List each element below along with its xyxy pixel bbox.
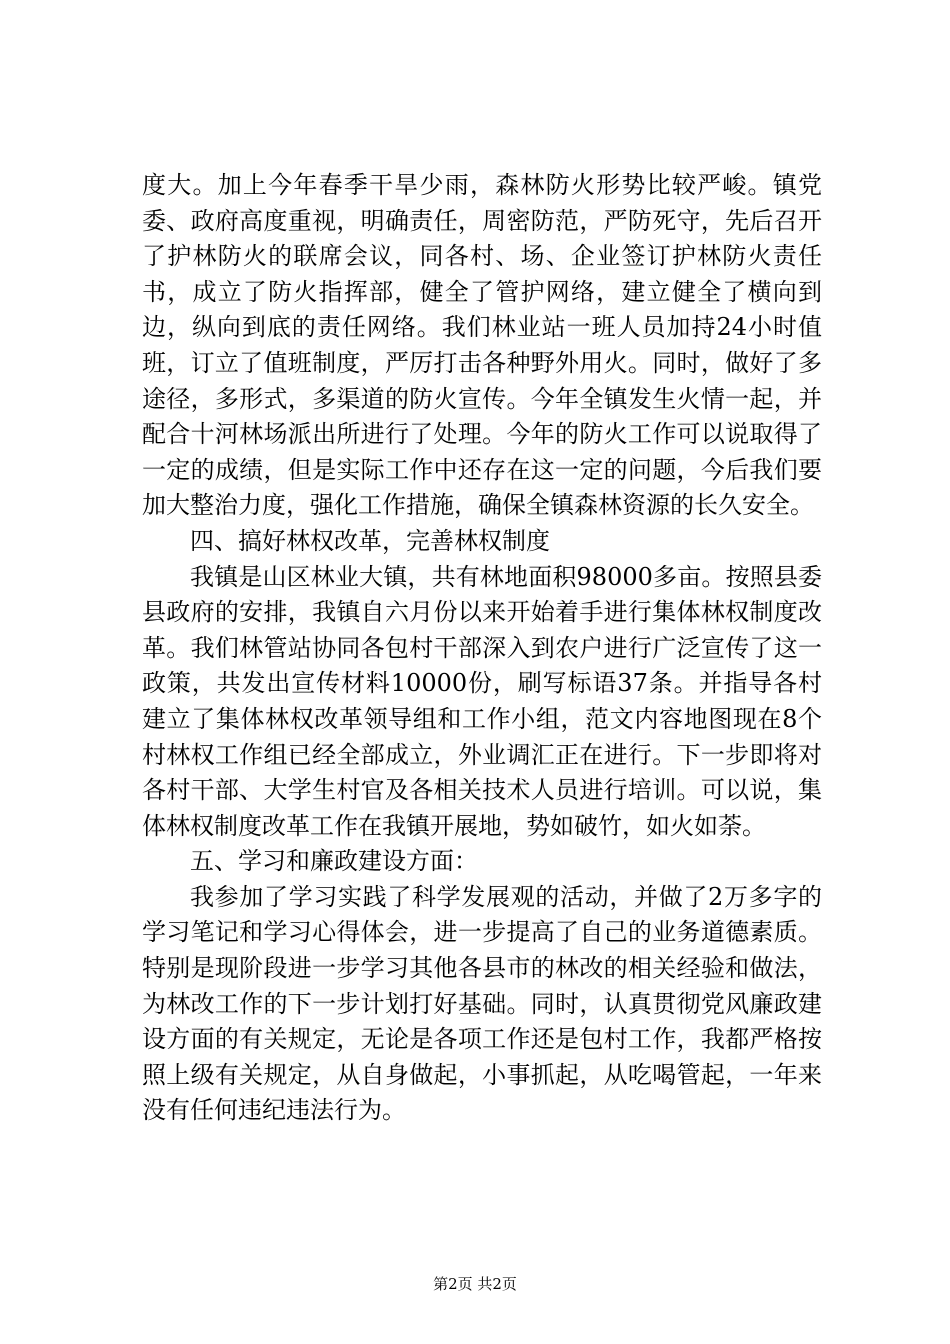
paragraph-forest-rights-reform: 我镇是山区林业大镇，共有林地面积98000多亩。按照县委县政府的安排，我镇自六月份以来开始着手进行集体林权制度改革。我们林管站协同各包村干部深入到农户进行广泛宣传了这一政策，共发出宣传材料10000份，刷写标语37条。并指导各村建立了集体林权改革领导组和工作小组，范文内容地图现在8个村林权工作组已经全部成立，外业调汇正在进行。下一步即将对各村干部、大学生村官及各相关技术人员进行培训。可以说，集体林权制度改革工作在我镇开展地，势如破竹，如火如荼。 [142, 562, 822, 840]
page-footer: 第2页 共2页 [433, 1275, 517, 1293]
section-heading-forest-rights: 四、搞好林权改革，完善林权制度 [190, 526, 550, 555]
document-body [142, 168, 822, 1129]
paragraph-fire-prevention: 度大。加上今年春季干旱少雨，森林防火形势比较严峻。镇党委、政府高度重视，明确责任，周密防范，严防死守，先后召开了护林防火的联席会议，同各村、场、企业签订护林防火责任书，成立了防火指挥部，健全了管护网络，建立健全了横向到边，纵向到底的责任网络。我们林业站一班人员加持24小时值班，订立了值班制度，严厉打击各种野外用火。同时，做好了多途径，多形式，多渠道的防火宣传。今年全镇发生火情一起，并配合十河林场派出所进行了处理。今年的防火工作可以说取得了一定的成绩，但是实际工作中还存在这一定的问题，今后我们要加大整治力度，强化工作措施，确保全镇森林资源的长久安全。 [142, 171, 822, 520]
section-heading-study-integrity: 五、学习和廉政建设方面： [190, 847, 478, 876]
paragraph-study-integrity: 我参加了学习实践了科学发展观的活动，并做了2万多字的学习笔记和学习心得体会，进一步提高了自己的业务道德素质。特别是现阶段进一步学习其他各县市的林改的相关经验和做法，为林改工作的下一步计划打好基础。同时，认真贯彻党风廉政建设方面的有关规定，无论是各项工作还是包村工作，我都严格按照上级有关规定，从自身做起，小事抓起，从吃喝管起，一年来没有任何违纪违法行为。 [142, 882, 822, 1125]
